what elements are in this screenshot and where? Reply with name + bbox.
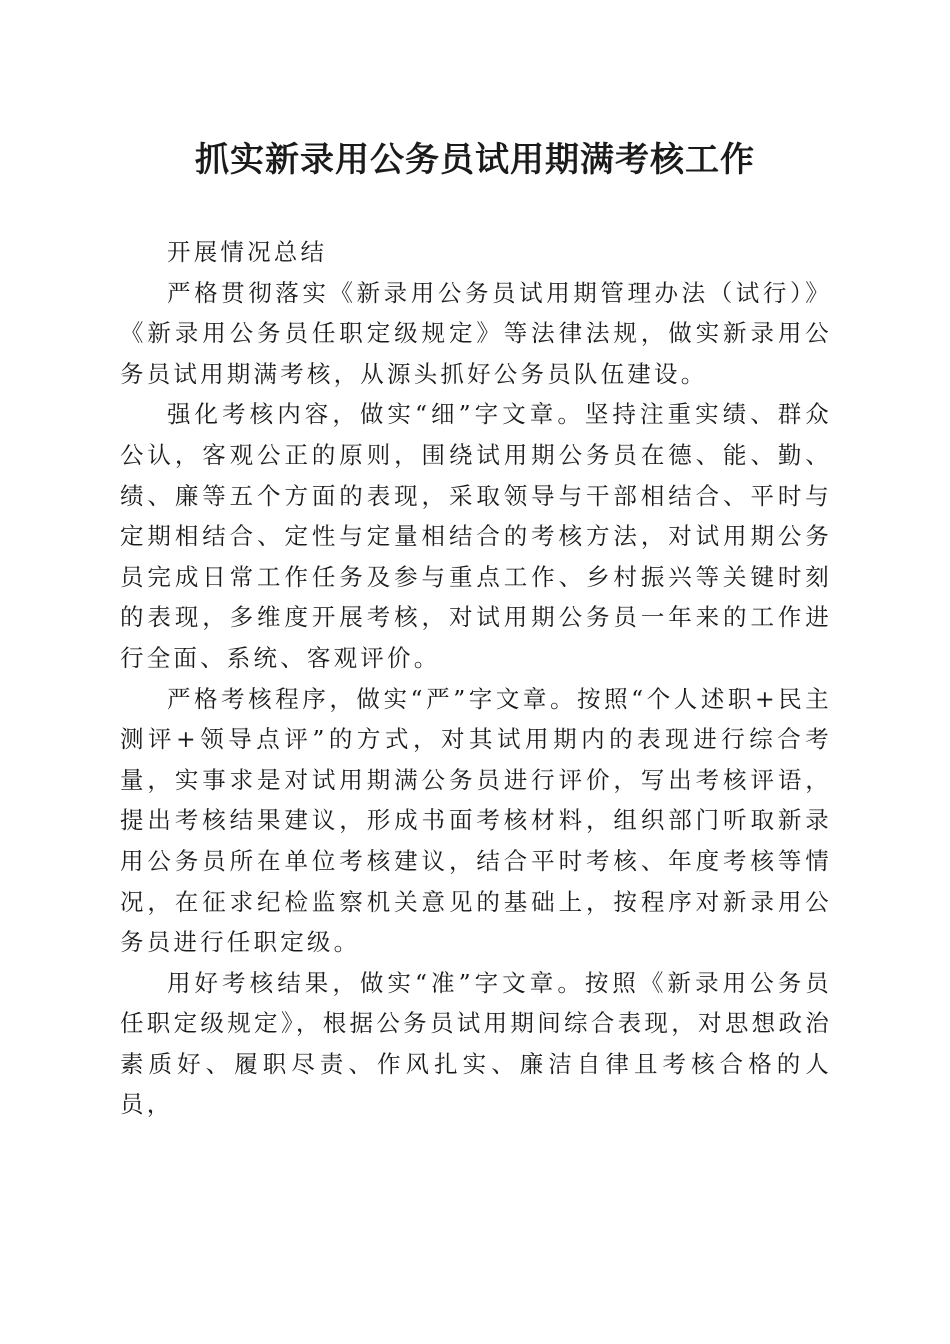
paragraph-procedure: 严格考核程序，做实“严”字文章。按照“个人述职+民主测评+领导点评”的方式，对其试用期内的表现进行综合考量，实事求是对试用期满公务员进行评价，写出考核评语，提出考核结果建议，形成书面考核材料，组织部门听取新录用公务员所在单位考核建议，结合平时考核、年度考核等情况，在征求纪检监察机关意见的基础上，按程序对新录用公务员进行任职定级。 [120,684,832,957]
paragraph-results: 用好考核结果，做实“准”字文章。按照《新录用公务员任职定级规定》，根据公务员试用期间综合表现，对思想政治素质好、履职尽责、作风扎实、廉洁自律且考核合格的人员， [120,968,832,1119]
document-body [120,232,832,1125]
paragraph-intro: 严格贯彻落实《新录用公务员试用期管理办法（试行）》《新录用公务员任职定级规定》等法律法规，做实新录用公务员试用期满考核，从源头抓好公务员队伍建设。 [120,278,832,388]
paragraph-content: 强化考核内容，做实“细”字文章。坚持注重实绩、群众公认，客观公正的原则，围绕试用期公务员在德、能、勤、绩、廉等五个方面的表现，采取领导与干部相结合、平时与定期相结合、定性与定量相结合的考核方法，对试用期公务员完成日常工作任务及参与重点工作、乡村振兴等关键时刻的表现，多维度开展考核，对试用期公务员一年来的工作进行全面、系统、客观评价。 [120,400,832,672]
document-title: 抓实新录用公务员试用期满考核工作 [195,140,755,180]
paragraph-subtitle: 开展情况总结 [167,238,328,266]
